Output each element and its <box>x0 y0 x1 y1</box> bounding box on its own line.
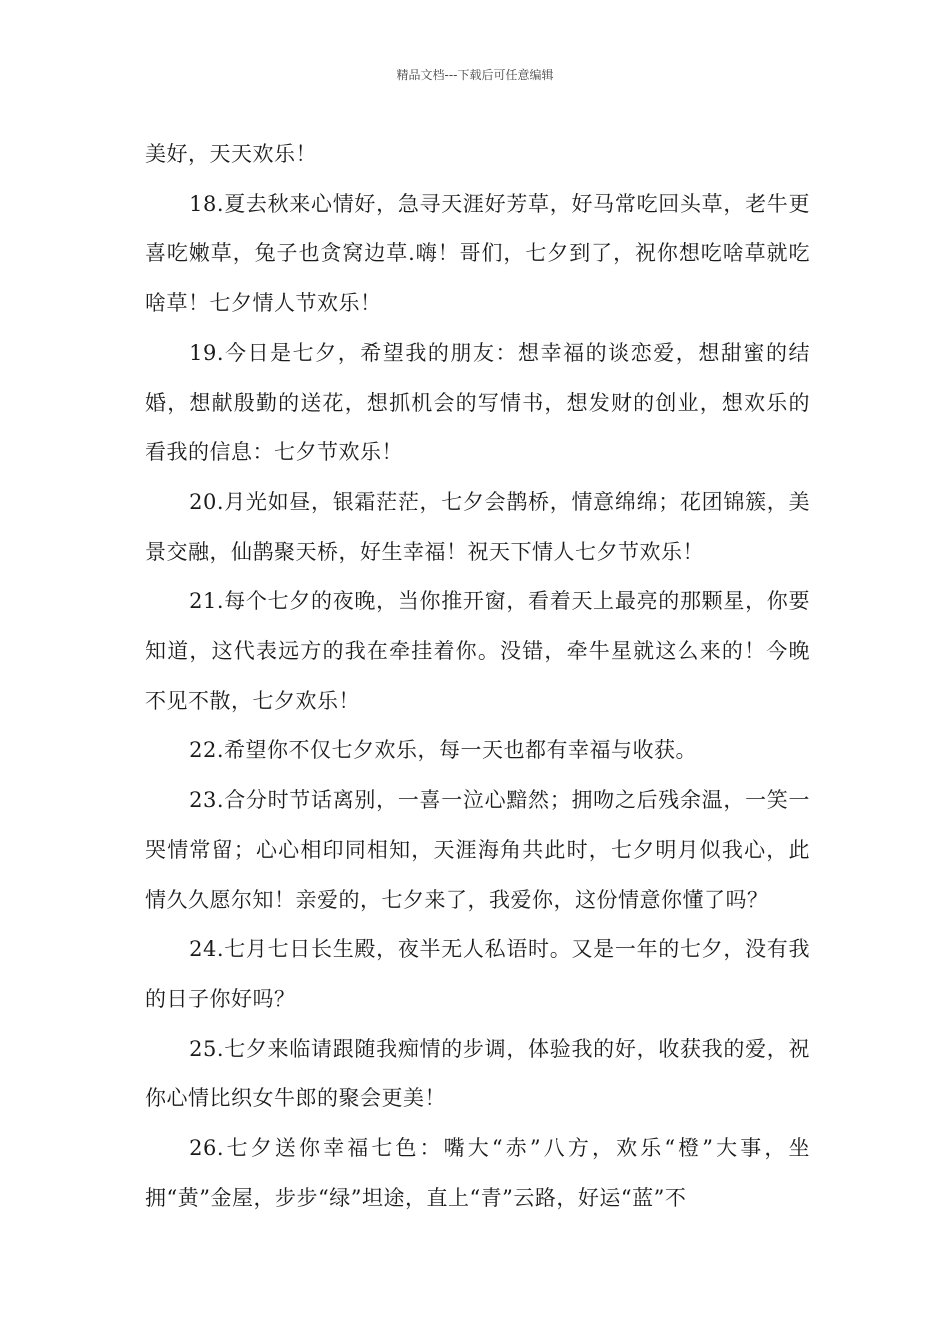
paragraph-26: 26.七夕送你幸福七色：嘴大“赤”八方，欢乐“橙”大事，坐拥“黄”金屋，步步“绿”坦途，直上“青”云路，好运“蓝”不 <box>145 1136 810 1210</box>
paragraph-22: 22.希望你不仅七夕欢乐，每一天也都有幸福与收获。 <box>189 738 697 763</box>
paragraph-20: 20.月光如昼，银霜茫茫，七夕会鹊桥，情意绵绵；花团锦簇，美景交融，仙鹊聚天桥，好生幸福！祝天下情人七夕节欢乐！ <box>145 489 810 564</box>
paragraph-21: 21.每个七夕的夜晚，当你推开窗，看着天上最亮的那颗星，你要知道，这代表远方的我在牵挂着你。没错，牵牛星就这么来的！今晚不见不散，七夕欢乐！ <box>145 589 810 713</box>
paragraph-18: 18.夏去秋来心情好，急寻天涯好芳草，好马常吃回头草，老牛更喜吃嫩草，兔子也贪窝边草.嗨！哥们，七夕到了，祝你想吃啥草就吃啥草！七夕情人节欢乐！ <box>145 191 810 316</box>
paragraph-23: 23.合分时节话离别，一喜一泣心黯然；拥吻之后残余温，一笑一哭情常留；心心相印同相知，天涯海角共此时，七夕明月似我心，此情久久愿尔知！亲爱的，七夕来了，我爱你，这份情意你懂了吗？ <box>145 788 810 912</box>
paragraph-continuation: 美好，天天欢乐！ <box>145 142 317 166</box>
paragraph-25: 25.七夕来临请跟随我痴情的步调，体验我的好，收获我的爱，祝你心情比织女牛郎的聚会更美！ <box>145 1036 810 1111</box>
paragraph-19: 19.今日是七夕，希望我的朋友：想幸福的谈恋爱，想甜蜜的结婚，想献殷勤的送花，想抓机会的写情书，想发财的创业，想欢乐的看我的信息：七夕节欢乐！ <box>145 340 810 465</box>
paragraph-24: 24.七月七日长生殿，夜半无人私语时。又是一年的七夕，没有我的日子你好吗？ <box>145 937 810 1011</box>
page-header: 精品文档---下载后可任意编辑 <box>396 68 554 82</box>
document-body <box>145 130 810 1223</box>
